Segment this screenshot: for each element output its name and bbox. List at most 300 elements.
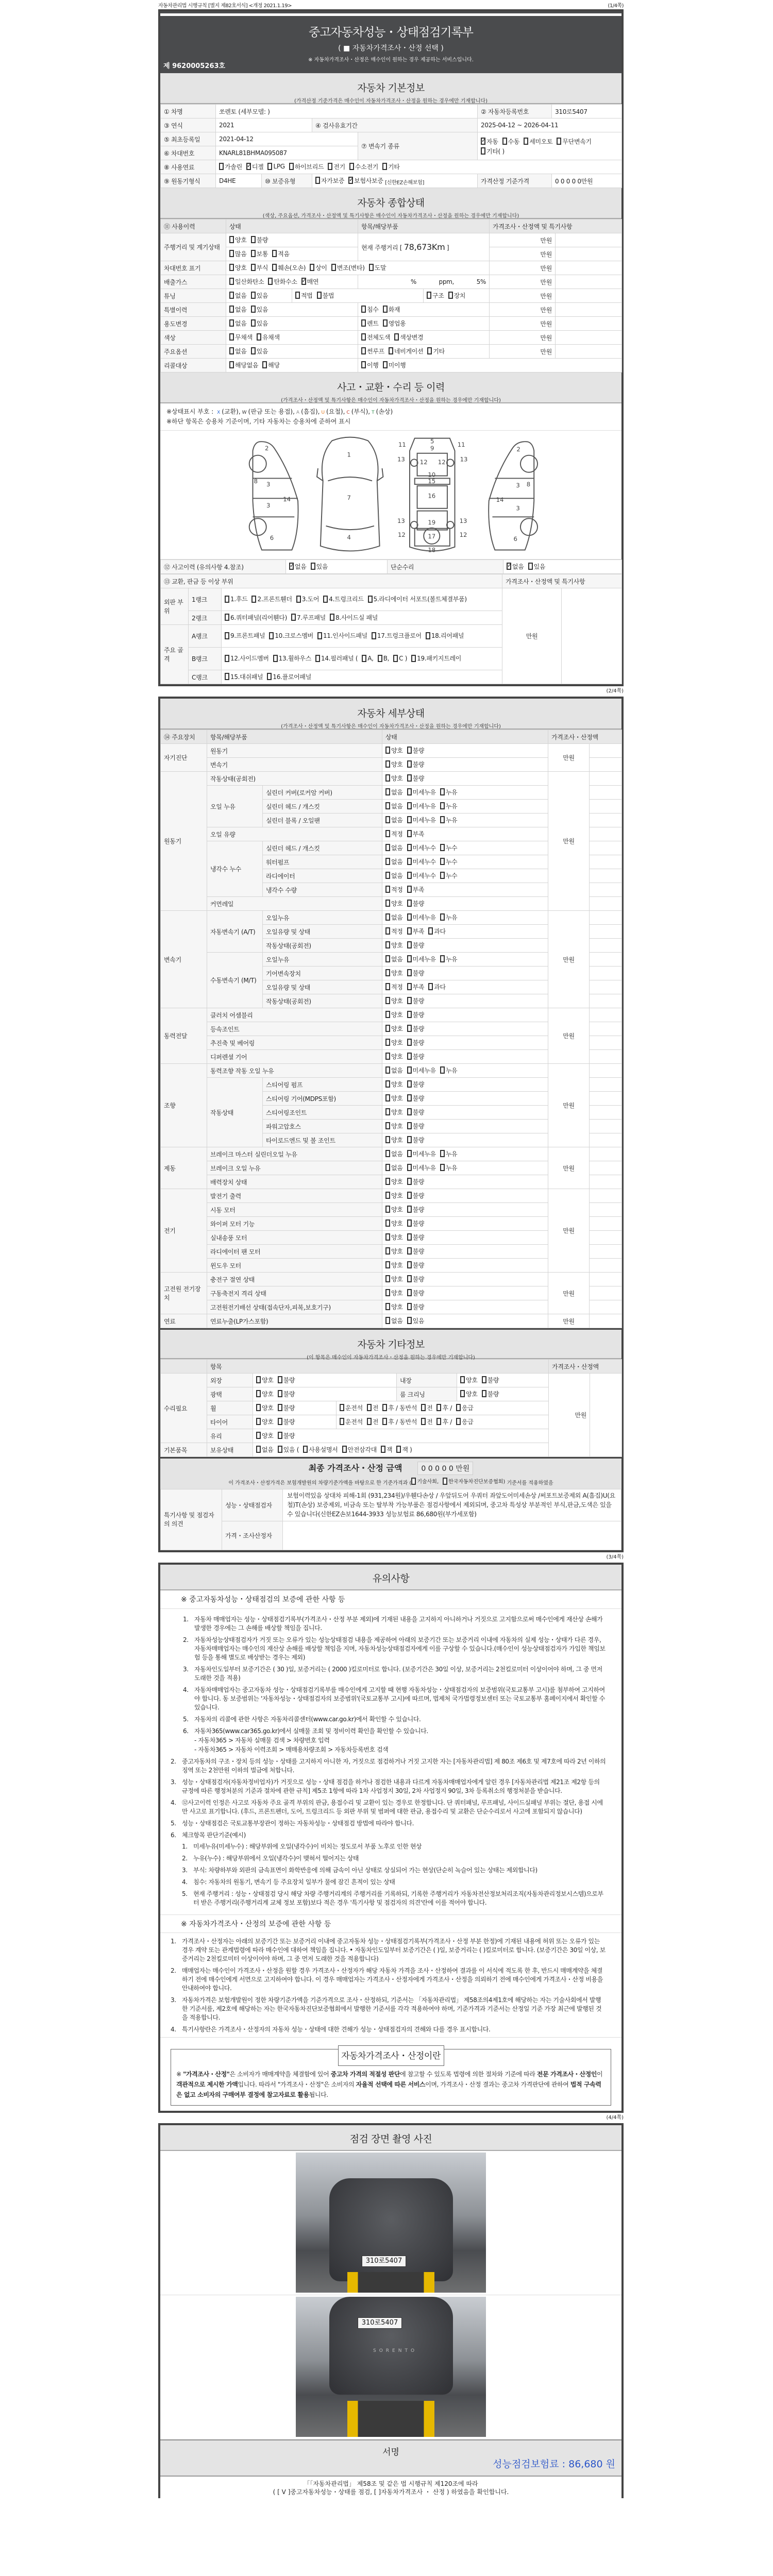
checkbox-option[interactable] (262, 361, 280, 369)
checkbox-option[interactable] (342, 1445, 377, 1454)
checkbox-option[interactable] (317, 291, 334, 300)
checkbox-icon[interactable] (229, 306, 234, 313)
checkbox-icon[interactable] (407, 1122, 412, 1129)
checkbox-option[interactable] (407, 774, 425, 783)
checkbox-option[interactable] (256, 1376, 274, 1384)
checkbox-option[interactable] (229, 361, 258, 369)
checkbox-icon[interactable] (440, 913, 445, 921)
checkbox-option[interactable] (267, 163, 284, 170)
checkbox-option[interactable] (256, 1417, 274, 1426)
checkbox-icon[interactable] (385, 1039, 390, 1046)
checkbox-option[interactable] (440, 843, 458, 852)
checkbox-icon[interactable] (385, 747, 390, 754)
checkbox-option[interactable] (272, 249, 290, 258)
checkbox-option[interactable] (383, 319, 406, 328)
price-note[interactable] (590, 744, 622, 758)
checkbox-option[interactable] (407, 788, 436, 796)
checkbox-icon[interactable] (407, 997, 412, 1004)
price-note[interactable] (590, 758, 622, 772)
checkbox-option[interactable] (229, 277, 264, 286)
checkbox-option[interactable] (407, 885, 425, 894)
checkbox-icon[interactable] (361, 306, 366, 313)
checkbox-icon[interactable] (229, 278, 234, 285)
checkbox-option[interactable] (385, 1302, 403, 1311)
checkbox-option[interactable] (385, 1010, 403, 1019)
checkbox-option[interactable] (378, 655, 389, 662)
checkbox-icon[interactable] (440, 844, 445, 851)
checkbox-option[interactable] (407, 1122, 425, 1130)
checkbox-option[interactable] (323, 595, 363, 603)
checkbox-option[interactable] (385, 1094, 403, 1103)
checkbox-option[interactable] (382, 1417, 417, 1426)
checkbox-option[interactable] (393, 655, 407, 662)
checkbox-option[interactable] (251, 263, 268, 272)
checkbox-icon[interactable] (407, 886, 412, 893)
price-note[interactable] (590, 814, 622, 827)
checkbox-option[interactable] (385, 1289, 403, 1297)
checkbox-option[interactable] (278, 1431, 295, 1440)
checked-box-icon[interactable] (246, 163, 251, 170)
checkbox-option[interactable] (385, 955, 403, 963)
checkbox-icon[interactable] (407, 1108, 412, 1115)
checkbox-option[interactable] (268, 277, 297, 286)
checkbox-option[interactable] (361, 319, 379, 328)
price-note[interactable] (590, 1245, 622, 1259)
checkbox-option[interactable] (315, 176, 344, 185)
checkbox-icon[interactable] (229, 319, 234, 327)
price-note[interactable] (590, 1231, 622, 1245)
checkbox-option[interactable] (331, 263, 365, 272)
price-note[interactable] (590, 883, 622, 897)
checkbox-option[interactable] (225, 672, 263, 681)
checkbox-icon[interactable] (427, 292, 431, 299)
checkbox-option[interactable] (246, 162, 264, 171)
checkbox-option[interactable] (407, 1094, 425, 1103)
price-note[interactable] (590, 800, 622, 814)
checkbox-icon[interactable] (229, 292, 234, 299)
checkbox-icon[interactable] (251, 264, 256, 271)
checkbox-icon[interactable] (278, 1432, 282, 1439)
checkbox-option[interactable] (361, 347, 384, 355)
price-note[interactable] (590, 1374, 622, 1457)
checkbox-icon[interactable] (411, 1478, 416, 1485)
checkbox-option[interactable] (349, 162, 378, 171)
checkbox-icon[interactable] (219, 163, 224, 170)
checkbox-icon[interactable] (256, 1432, 261, 1439)
checked-box-icon[interactable] (289, 563, 294, 570)
checkbox-icon[interactable] (385, 774, 390, 782)
checkbox-option[interactable] (225, 631, 265, 640)
checkbox-icon[interactable] (385, 1094, 390, 1101)
checkbox-option[interactable] (256, 1445, 274, 1454)
checkbox-icon[interactable] (407, 941, 412, 948)
checkbox-icon[interactable] (229, 333, 234, 341)
checkbox-icon[interactable] (407, 1025, 412, 1032)
checkbox-icon[interactable] (440, 858, 445, 865)
checkbox-option[interactable] (440, 857, 458, 866)
price-note[interactable] (590, 953, 622, 967)
checkbox-option[interactable] (269, 631, 313, 640)
checkbox-option[interactable] (251, 249, 268, 258)
checkbox-option[interactable] (407, 955, 436, 963)
checkbox-option[interactable] (528, 562, 546, 571)
checkbox-icon[interactable] (385, 1150, 390, 1157)
checkbox-icon[interactable] (407, 1247, 412, 1255)
checkbox-icon[interactable] (229, 347, 234, 354)
checkbox-icon[interactable] (296, 596, 301, 603)
checkbox-icon[interactable] (317, 292, 322, 299)
checkbox-icon[interactable] (524, 138, 528, 145)
checkbox-icon[interactable] (251, 250, 256, 257)
checkbox-icon[interactable] (269, 632, 274, 639)
price-note[interactable] (556, 261, 622, 275)
price-note[interactable] (590, 1217, 622, 1231)
checkbox-option[interactable] (256, 1403, 274, 1412)
checkbox-option[interactable] (440, 1149, 458, 1158)
checkbox-icon[interactable] (396, 1446, 401, 1453)
checkbox-option[interactable] (436, 1417, 452, 1426)
checkbox-option[interactable] (385, 843, 403, 852)
checkbox-option[interactable] (278, 1376, 295, 1384)
checkbox-icon[interactable] (407, 760, 412, 768)
checkbox-option[interactable] (251, 235, 268, 244)
checkbox-option[interactable] (385, 1080, 403, 1089)
checkbox-icon[interactable] (278, 1418, 282, 1425)
checkbox-icon[interactable] (385, 1080, 390, 1088)
checkbox-icon[interactable] (385, 1317, 390, 1324)
checkbox-icon[interactable] (229, 250, 234, 257)
checkbox-option[interactable] (385, 774, 403, 783)
checkbox-icon[interactable] (385, 1303, 390, 1310)
checkbox-icon[interactable] (385, 1289, 390, 1296)
checkbox-option[interactable] (407, 1149, 436, 1158)
checkbox-icon[interactable] (385, 830, 390, 837)
checkbox-option[interactable] (229, 319, 247, 328)
checkbox-icon[interactable] (385, 1275, 390, 1282)
checkbox-icon[interactable] (225, 655, 229, 662)
checkbox-option[interactable] (557, 137, 591, 146)
price-note[interactable] (590, 1022, 622, 1036)
checkbox-option[interactable] (407, 1010, 425, 1019)
checkbox-option[interactable] (407, 829, 425, 838)
checkbox-icon[interactable] (407, 927, 412, 935)
checkbox-icon[interactable] (361, 347, 366, 354)
checkbox-icon[interactable] (407, 1136, 412, 1143)
price-note[interactable] (562, 588, 622, 684)
checkbox-option[interactable] (278, 1445, 299, 1454)
checkbox-option[interactable] (289, 162, 324, 171)
checkbox-option[interactable] (440, 1163, 458, 1172)
checkbox-option[interactable] (385, 760, 403, 769)
checkbox-icon[interactable] (295, 292, 300, 299)
checkbox-option[interactable] (296, 595, 319, 603)
checkbox-option[interactable] (251, 305, 268, 314)
checkbox-option[interactable] (411, 1477, 439, 1485)
checkbox-icon[interactable] (382, 1418, 387, 1425)
checkbox-option[interactable] (229, 235, 247, 244)
checkbox-option[interactable] (385, 1122, 403, 1130)
checkbox-option[interactable] (340, 1403, 363, 1412)
price-note[interactable] (590, 827, 622, 841)
checkbox-icon[interactable] (385, 1108, 390, 1115)
checkbox-icon[interactable] (407, 1011, 412, 1018)
checkbox-option[interactable] (229, 249, 247, 258)
checkbox-option[interactable] (385, 802, 403, 810)
checkbox-icon[interactable] (407, 788, 412, 795)
price-note[interactable] (556, 233, 622, 247)
checkbox-option[interactable] (383, 361, 406, 369)
checkbox-icon[interactable] (557, 138, 561, 145)
checkbox-option[interactable] (407, 816, 436, 824)
checkbox-icon[interactable] (456, 1418, 461, 1425)
checkbox-option[interactable] (385, 1233, 403, 1242)
checkbox-icon[interactable] (407, 1317, 412, 1324)
checkbox-icon[interactable] (385, 1261, 390, 1268)
checkbox-option[interactable] (310, 263, 327, 272)
checkbox-option[interactable] (362, 655, 373, 662)
checkbox-option[interactable] (385, 885, 403, 894)
checkbox-option[interactable] (385, 1316, 403, 1325)
price-note[interactable] (590, 1133, 622, 1147)
checkbox-option[interactable] (443, 1477, 505, 1485)
checkbox-icon[interactable] (407, 830, 412, 837)
checkbox-icon[interactable] (407, 872, 412, 879)
checkbox-option[interactable] (407, 802, 436, 810)
checkbox-option[interactable] (407, 1302, 425, 1311)
price-note[interactable] (556, 317, 622, 331)
checkbox-option[interactable] (367, 1403, 378, 1412)
checkbox-option[interactable] (385, 927, 403, 936)
checkbox-icon[interactable] (407, 802, 412, 809)
checkbox-option[interactable] (385, 1191, 403, 1200)
checkbox-option[interactable] (385, 996, 403, 1005)
checkbox-option[interactable] (407, 1275, 425, 1283)
checkbox-icon[interactable] (385, 1178, 390, 1185)
checkbox-icon[interactable] (256, 1390, 261, 1397)
price-note[interactable] (590, 869, 622, 883)
checkbox-option[interactable] (440, 913, 458, 922)
checkbox-option[interactable] (382, 162, 400, 171)
checkbox-icon[interactable] (330, 614, 334, 621)
checkbox-option[interactable] (251, 291, 268, 300)
checkbox-icon[interactable] (528, 563, 533, 570)
checkbox-option[interactable] (385, 1149, 403, 1158)
checkbox-icon[interactable] (317, 632, 322, 639)
checkbox-icon[interactable] (428, 983, 433, 990)
price-note[interactable] (590, 772, 622, 786)
checkbox-icon[interactable] (482, 1390, 486, 1397)
checkbox-option[interactable] (303, 1445, 338, 1454)
checkbox-option[interactable] (367, 1417, 378, 1426)
price-note[interactable] (590, 939, 622, 953)
checkbox-icon[interactable] (278, 1446, 282, 1453)
checkbox-option[interactable] (256, 1431, 274, 1440)
checkbox-icon[interactable] (407, 1164, 412, 1171)
checkbox-icon[interactable] (385, 927, 390, 935)
checkbox-icon[interactable] (267, 673, 272, 680)
checkbox-option[interactable] (385, 1275, 403, 1283)
price-note[interactable] (590, 1314, 622, 1328)
checkbox-icon[interactable] (385, 1122, 390, 1129)
checkbox-icon[interactable] (385, 900, 390, 907)
checkbox-option[interactable] (385, 1136, 403, 1144)
checkbox-option[interactable] (368, 595, 467, 603)
checkbox-icon[interactable] (385, 760, 390, 768)
checkbox-option[interactable] (407, 760, 425, 769)
checkbox-icon[interactable] (229, 361, 234, 368)
checkbox-option[interactable] (301, 277, 319, 286)
checkbox-icon[interactable] (257, 333, 261, 341)
checkbox-option[interactable] (385, 746, 403, 755)
checkbox-option[interactable] (289, 562, 307, 571)
checkbox-icon[interactable] (385, 913, 390, 921)
price-note[interactable] (556, 303, 622, 317)
checkbox-icon[interactable] (456, 1404, 461, 1411)
checkbox-icon[interactable] (225, 596, 229, 603)
checkbox-icon[interactable] (440, 802, 445, 809)
checkbox-option[interactable] (407, 899, 425, 908)
checkbox-option[interactable] (257, 333, 280, 342)
checkbox-option[interactable] (369, 263, 386, 272)
checked-box-icon[interactable] (348, 177, 353, 184)
checkbox-icon[interactable] (394, 333, 399, 341)
checkbox-option[interactable] (385, 1052, 403, 1061)
checkbox-icon[interactable] (407, 913, 412, 921)
checkbox-option[interactable] (385, 969, 403, 977)
checkbox-icon[interactable] (385, 816, 390, 823)
price-note[interactable] (556, 331, 622, 345)
checkbox-icon[interactable] (273, 655, 278, 662)
checkbox-icon[interactable] (393, 655, 398, 662)
checkbox-option[interactable] (407, 1247, 425, 1256)
checkbox-icon[interactable] (407, 1219, 412, 1227)
checkbox-icon[interactable] (407, 1094, 412, 1101)
checkbox-icon[interactable] (385, 941, 390, 948)
checkbox-icon[interactable] (340, 1418, 344, 1425)
price-note[interactable] (590, 1092, 622, 1106)
checkbox-option[interactable] (407, 927, 425, 936)
checkbox-icon[interactable] (411, 655, 416, 662)
checkbox-icon[interactable] (340, 1404, 344, 1411)
checkbox-option[interactable] (385, 829, 403, 838)
checkbox-option[interactable] (385, 1038, 403, 1047)
checkbox-option[interactable] (381, 1445, 392, 1454)
checkbox-icon[interactable] (361, 333, 366, 341)
checkbox-icon[interactable] (372, 632, 376, 639)
checkbox-icon[interactable] (427, 347, 432, 354)
checkbox-option[interactable] (407, 1108, 425, 1116)
checkbox-option[interactable] (426, 631, 464, 640)
checkbox-icon[interactable] (251, 319, 256, 327)
checkbox-icon[interactable] (229, 264, 234, 271)
checkbox-option[interactable] (407, 1289, 425, 1297)
checkbox-icon[interactable] (407, 1303, 412, 1310)
checkbox-icon[interactable] (385, 1066, 390, 1074)
checkbox-icon[interactable] (383, 319, 388, 327)
checkbox-icon[interactable] (378, 655, 382, 662)
checkbox-icon[interactable] (426, 632, 430, 639)
checkbox-option[interactable] (440, 955, 458, 963)
checkbox-option[interactable] (295, 291, 313, 300)
checkbox-option[interactable] (440, 788, 458, 796)
checkbox-icon[interactable] (328, 163, 332, 170)
checkbox-icon[interactable] (225, 673, 229, 680)
checkbox-icon[interactable] (421, 1404, 426, 1411)
checkbox-option[interactable] (407, 1191, 425, 1200)
checkbox-option[interactable] (256, 1389, 274, 1398)
checkbox-option[interactable] (372, 631, 422, 640)
checkbox-option[interactable] (251, 347, 268, 355)
checkbox-icon[interactable] (407, 1206, 412, 1213)
checkbox-icon[interactable] (367, 1418, 372, 1425)
checkbox-option[interactable] (229, 347, 247, 355)
checkbox-option[interactable] (407, 1038, 425, 1047)
checkbox-icon[interactable] (361, 319, 366, 327)
checkbox-icon[interactable] (349, 163, 354, 170)
checkbox-icon[interactable] (407, 816, 412, 823)
checkbox-icon[interactable] (385, 1219, 390, 1227)
checkbox-option[interactable] (385, 871, 403, 880)
checkbox-icon[interactable] (407, 900, 412, 907)
checkbox-icon[interactable] (251, 347, 256, 354)
checkbox-option[interactable] (407, 1316, 425, 1325)
checkbox-icon[interactable] (385, 1233, 390, 1241)
price-note[interactable] (590, 1078, 622, 1092)
price-note[interactable] (590, 841, 622, 855)
checkbox-option[interactable] (361, 333, 390, 342)
checkbox-icon[interactable] (385, 1164, 390, 1171)
checkbox-icon[interactable] (331, 264, 336, 271)
checkbox-option[interactable] (407, 1080, 425, 1089)
checkbox-icon[interactable] (256, 1404, 261, 1411)
checkbox-option[interactable] (383, 305, 400, 314)
checkbox-icon[interactable] (385, 844, 390, 851)
checkbox-icon[interactable] (251, 236, 256, 243)
price-note[interactable] (556, 345, 622, 359)
checkbox-option[interactable] (385, 1177, 403, 1186)
checkbox-option[interactable] (251, 319, 268, 328)
checkbox-option[interactable] (385, 899, 403, 908)
checkbox-icon[interactable] (407, 844, 412, 851)
checkbox-icon[interactable] (421, 1418, 426, 1425)
checkbox-option[interactable] (396, 1445, 412, 1454)
price-note[interactable] (590, 1300, 622, 1314)
checkbox-option[interactable] (278, 1389, 295, 1398)
checkbox-option[interactable] (225, 595, 247, 603)
price-note[interactable] (590, 786, 622, 800)
price-note[interactable] (590, 1106, 622, 1120)
price-note[interactable] (590, 925, 622, 939)
checked-box-icon[interactable] (481, 138, 485, 145)
checkbox-option[interactable] (385, 857, 403, 866)
checkbox-option[interactable] (385, 1247, 403, 1256)
checked-box-icon[interactable] (301, 278, 306, 285)
checkbox-icon[interactable] (342, 1446, 347, 1453)
checkbox-icon[interactable] (385, 1136, 390, 1143)
checkbox-icon[interactable] (407, 969, 412, 976)
checkbox-icon[interactable] (278, 1376, 282, 1383)
checkbox-icon[interactable] (268, 278, 273, 285)
checkbox-icon[interactable] (225, 632, 229, 639)
checkbox-option[interactable] (411, 654, 461, 663)
checkbox-option[interactable] (272, 263, 306, 272)
checkbox-icon[interactable] (385, 872, 390, 879)
checkbox-icon[interactable] (385, 788, 390, 795)
price-note[interactable] (590, 897, 622, 911)
checkbox-icon[interactable] (407, 1192, 412, 1199)
checkbox-option[interactable] (229, 333, 253, 342)
checkbox-option[interactable] (407, 1052, 425, 1061)
